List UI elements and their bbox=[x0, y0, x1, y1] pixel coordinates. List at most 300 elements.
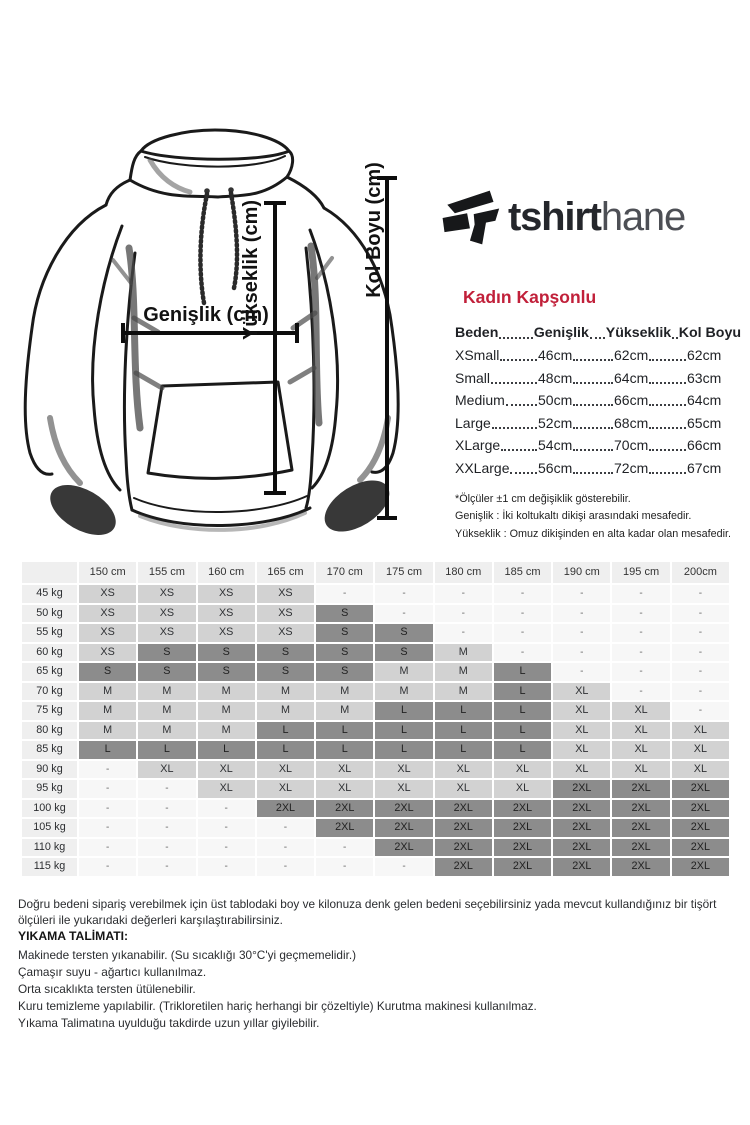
size-cell bbox=[687, 389, 741, 412]
matrix-row-label: 45 kg bbox=[22, 585, 77, 603]
size-cell bbox=[614, 389, 687, 412]
matrix-cell: L bbox=[198, 741, 255, 759]
size-list-header bbox=[455, 321, 741, 344]
wash-item: Orta sıcaklıkta tersten ütülenebilir. bbox=[18, 982, 196, 996]
matrix-cell: M bbox=[435, 644, 492, 662]
size-row bbox=[455, 456, 741, 479]
matrix-cell: 2XL bbox=[316, 800, 373, 818]
matrix-cell: XS bbox=[257, 605, 314, 623]
matrix-cell: XL bbox=[316, 761, 373, 779]
dot-leader bbox=[510, 472, 537, 474]
dot-leader bbox=[649, 382, 686, 384]
dot-leader bbox=[649, 449, 686, 451]
matrix-cell: - bbox=[79, 819, 136, 837]
matrix-col-header: 190 cm bbox=[553, 562, 610, 583]
matrix-cell: XS bbox=[79, 605, 136, 623]
matrix-cell: - bbox=[553, 585, 610, 603]
size-value: 67cm bbox=[687, 459, 722, 476]
matrix-cell: - bbox=[494, 605, 551, 623]
matrix-col-header: 175 cm bbox=[375, 562, 432, 583]
matrix-cell: XL bbox=[494, 761, 551, 779]
matrix-cell: M bbox=[435, 683, 492, 701]
matrix-cell: XL bbox=[553, 683, 610, 701]
matrix-cell: - bbox=[494, 644, 551, 662]
size-cell bbox=[455, 389, 538, 412]
matrix-cell: XS bbox=[79, 585, 136, 603]
matrix-cell: M bbox=[257, 702, 314, 720]
dot-leader bbox=[649, 427, 686, 429]
matrix-cell: - bbox=[375, 585, 432, 603]
size-row bbox=[455, 411, 741, 434]
dot-leader bbox=[492, 427, 537, 429]
size-matrix bbox=[22, 562, 729, 876]
matrix-cell: M bbox=[198, 683, 255, 701]
matrix-row-label: 50 kg bbox=[22, 605, 77, 623]
matrix-cell: - bbox=[612, 644, 669, 662]
matrix-cell: 2XL bbox=[494, 858, 551, 876]
size-col-header bbox=[455, 321, 534, 344]
brand-name bbox=[508, 195, 685, 240]
matrix-cell: XL bbox=[138, 761, 195, 779]
matrix-cell: - bbox=[672, 585, 729, 603]
matrix-cell: XL bbox=[375, 780, 432, 798]
matrix-cell: 2XL bbox=[494, 819, 551, 837]
matrix-cell: XS bbox=[138, 624, 195, 642]
matrix-cell: XL bbox=[612, 722, 669, 740]
matrix-cell: 2XL bbox=[553, 819, 610, 837]
matrix-cell: M bbox=[138, 722, 195, 740]
matrix-row-label: 110 kg bbox=[22, 839, 77, 857]
size-cell bbox=[455, 344, 538, 367]
size-cell bbox=[614, 411, 687, 434]
size-cell bbox=[538, 389, 614, 412]
size-value: 64cm bbox=[687, 392, 722, 408]
matrix-cell: L bbox=[257, 741, 314, 759]
matrix-cell: L bbox=[494, 722, 551, 740]
matrix-cell: 2XL bbox=[672, 858, 729, 876]
size-cell bbox=[538, 366, 614, 389]
size-row bbox=[455, 344, 741, 367]
size-cell bbox=[455, 456, 538, 479]
matrix-cell: 2XL bbox=[612, 780, 669, 798]
hoodie-outline bbox=[25, 130, 398, 526]
matrix-cell: S bbox=[316, 644, 373, 662]
matrix-cell: L bbox=[138, 741, 195, 759]
dot-leader bbox=[573, 404, 613, 406]
matrix-cell: - bbox=[79, 780, 136, 798]
size-value: 62cm bbox=[614, 347, 649, 363]
size-value: 56cm bbox=[538, 459, 573, 476]
matrix-cell: L bbox=[375, 722, 432, 740]
matrix-cell: 2XL bbox=[375, 839, 432, 857]
size-cell bbox=[538, 411, 614, 434]
matrix-cell: 2XL bbox=[375, 800, 432, 818]
matrix-cell: XL bbox=[672, 761, 729, 779]
col-label: Kol Boyu bbox=[678, 324, 741, 341]
size-cell bbox=[614, 434, 687, 457]
dot-leader bbox=[499, 337, 532, 339]
footnotes bbox=[455, 491, 741, 544]
matrix-row-label: 105 kg bbox=[22, 819, 77, 837]
matrix-row-label: 65 kg bbox=[22, 663, 77, 681]
dot-leader bbox=[573, 449, 613, 451]
matrix-cell: M bbox=[375, 663, 432, 681]
wash-list bbox=[18, 947, 730, 1032]
matrix-cell: XS bbox=[198, 585, 255, 603]
size-cell bbox=[455, 366, 538, 389]
size-value: Large bbox=[455, 414, 491, 431]
size-value: 66cm bbox=[687, 437, 722, 453]
size-value: XXLarge bbox=[455, 459, 510, 476]
size-value: 46cm bbox=[538, 347, 573, 363]
brand-name-bold: tshirt bbox=[508, 194, 601, 239]
matrix-cell: 2XL bbox=[435, 839, 492, 857]
matrix-row-label: 55 kg bbox=[22, 624, 77, 642]
size-row bbox=[455, 389, 741, 412]
footnote: *Ölçüler ±1 cm değişiklik gösterebilir. bbox=[455, 492, 631, 505]
matrix-cell: - bbox=[435, 624, 492, 642]
matrix-cell: - bbox=[553, 663, 610, 681]
wash-item: Kuru temizleme yapılabilir. (Trikloretilen hariç herhangi bir çözeltiyle) Kurutma makinesi kullanılmaz. bbox=[18, 999, 537, 1013]
size-value: 66cm bbox=[614, 392, 649, 408]
matrix-cell: S bbox=[316, 663, 373, 681]
dot-leader bbox=[573, 427, 613, 429]
size-value: Medium bbox=[455, 392, 505, 408]
matrix-col-header: 180 cm bbox=[435, 562, 492, 583]
matrix-cell: - bbox=[257, 858, 314, 876]
size-value: 70cm bbox=[614, 437, 649, 453]
matrix-cell: S bbox=[198, 644, 255, 662]
size-value: 48cm bbox=[538, 369, 573, 386]
matrix-row-label: 95 kg bbox=[22, 780, 77, 798]
matrix-cell: 2XL bbox=[672, 780, 729, 798]
size-cell bbox=[538, 456, 614, 479]
product-title: Kadın Kapşonlu bbox=[463, 287, 597, 307]
size-cell bbox=[538, 434, 614, 457]
size-cell bbox=[614, 344, 687, 367]
matrix-cell: XL bbox=[198, 761, 255, 779]
dot-leader bbox=[649, 404, 686, 406]
matrix-cell: XL bbox=[375, 761, 432, 779]
brand bbox=[436, 184, 685, 250]
matrix-col-header: 200cm bbox=[672, 562, 729, 583]
matrix-row-label: 75 kg bbox=[22, 702, 77, 720]
size-value: 54cm bbox=[538, 437, 573, 453]
matrix-col-header: 160 cm bbox=[198, 562, 255, 583]
size-value: 72cm bbox=[614, 459, 649, 476]
dot-leader bbox=[573, 382, 613, 384]
matrix-cell: 2XL bbox=[435, 858, 492, 876]
matrix-cell: - bbox=[612, 683, 669, 701]
matrix-cell: - bbox=[316, 839, 373, 857]
dot-leader bbox=[590, 337, 605, 339]
matrix-cell: XS bbox=[198, 605, 255, 623]
matrix-cell: 2XL bbox=[257, 800, 314, 818]
matrix-cell: XL bbox=[435, 780, 492, 798]
matrix-cell: L bbox=[375, 741, 432, 759]
matrix-cell: - bbox=[435, 605, 492, 623]
col-label: Genişlik bbox=[533, 324, 589, 341]
matrix-cell: 2XL bbox=[494, 800, 551, 818]
size-value: Small bbox=[455, 369, 491, 386]
size-value: 52cm bbox=[538, 414, 573, 431]
matrix-col-header: 150 cm bbox=[79, 562, 136, 583]
size-cell bbox=[455, 434, 538, 457]
matrix-cell: - bbox=[494, 624, 551, 642]
matrix-cell: XL bbox=[612, 761, 669, 779]
matrix-cell: XS bbox=[257, 624, 314, 642]
size-cell bbox=[614, 366, 687, 389]
matrix-cell: 2XL bbox=[553, 800, 610, 818]
matrix-cell: - bbox=[138, 819, 195, 837]
size-value: 64cm bbox=[614, 369, 649, 386]
matrix-cell: M bbox=[79, 702, 136, 720]
width-measure-label: Genişlik (cm) bbox=[143, 304, 269, 326]
matrix-cell: M bbox=[138, 683, 195, 701]
matrix-row-label: 115 kg bbox=[22, 858, 77, 876]
matrix-cell: - bbox=[79, 761, 136, 779]
height-measure-line bbox=[264, 203, 286, 493]
matrix-row-label: 90 kg bbox=[22, 761, 77, 779]
matrix-col-header: 170 cm bbox=[316, 562, 373, 583]
size-cell bbox=[687, 366, 741, 389]
brand-name-light: hane bbox=[600, 194, 685, 239]
wash-instructions-title: YIKAMA TALİMATI: bbox=[18, 929, 129, 943]
matrix-cell: L bbox=[494, 663, 551, 681]
matrix-cell: 2XL bbox=[672, 819, 729, 837]
matrix-cell: - bbox=[316, 858, 373, 876]
matrix-cell: M bbox=[198, 722, 255, 740]
matrix-cell: M bbox=[79, 683, 136, 701]
matrix-cell: - bbox=[672, 644, 729, 662]
matrix-cell: M bbox=[138, 702, 195, 720]
matrix-cell: XL bbox=[316, 780, 373, 798]
footnote: Genişlik : İki koltukaltı dikişi arasındaki mesafedir. bbox=[455, 510, 692, 522]
matrix-cell: S bbox=[257, 644, 314, 662]
size-value: 65cm bbox=[687, 414, 722, 431]
matrix-cell: - bbox=[79, 839, 136, 857]
matrix-cell: - bbox=[257, 839, 314, 857]
matrix-cell: - bbox=[198, 839, 255, 857]
dot-leader bbox=[573, 359, 613, 361]
matrix-cell: S bbox=[257, 663, 314, 681]
matrix-cell: L bbox=[494, 741, 551, 759]
matrix-cell: - bbox=[672, 605, 729, 623]
matrix-cell: L bbox=[316, 722, 373, 740]
matrix-cell: 2XL bbox=[435, 800, 492, 818]
matrix-cell: XS bbox=[138, 585, 195, 603]
matrix-cell: L bbox=[435, 722, 492, 740]
matrix-cell: - bbox=[612, 663, 669, 681]
matrix-cell: - bbox=[138, 839, 195, 857]
matrix-cell: M bbox=[316, 683, 373, 701]
matrix-cell: XS bbox=[138, 605, 195, 623]
matrix-cell: 2XL bbox=[494, 839, 551, 857]
matrix-cell: - bbox=[138, 800, 195, 818]
matrix-cell: 2XL bbox=[612, 819, 669, 837]
size-guide-description: Doğru bedeni sipariş verebilmek için üst tablodaki boy ve kilonuza denk gelen bedeni seçebilirsiniz yada mevcut kullandığınız bir tişört ölçüleri ile yukarıdaki değerleri karşılaştırabilirsiniz. bbox=[18, 896, 717, 927]
matrix-cell: - bbox=[612, 585, 669, 603]
matrix-cell: - bbox=[79, 800, 136, 818]
matrix-cell: 2XL bbox=[553, 858, 610, 876]
wash-item: Makinede tersten yıkanabilir. (Su sıcaklığı 30°C'yi geçmemelidir.) bbox=[18, 948, 357, 962]
matrix-cell: - bbox=[672, 683, 729, 701]
matrix-cell: - bbox=[198, 819, 255, 837]
matrix-cell: XL bbox=[494, 780, 551, 798]
matrix-row-label: 80 kg bbox=[22, 722, 77, 740]
matrix-cell: XL bbox=[257, 780, 314, 798]
matrix-cell: M bbox=[198, 702, 255, 720]
matrix-cell: XL bbox=[672, 741, 729, 759]
size-value: 50cm bbox=[538, 392, 573, 408]
matrix-cell: S bbox=[198, 663, 255, 681]
size-value: 63cm bbox=[687, 369, 722, 386]
size-value: XSmall bbox=[455, 347, 500, 363]
size-cell bbox=[687, 344, 741, 367]
matrix-cell: - bbox=[672, 663, 729, 681]
size-rows bbox=[455, 344, 741, 479]
matrix-cell: - bbox=[612, 624, 669, 642]
matrix-cell: L bbox=[316, 741, 373, 759]
drawstrings bbox=[200, 187, 237, 303]
cuffs bbox=[42, 470, 398, 545]
size-value: XLarge bbox=[455, 437, 501, 453]
matrix-cell: M bbox=[316, 702, 373, 720]
matrix-cell: - bbox=[672, 624, 729, 642]
matrix-cell: 2XL bbox=[553, 780, 610, 798]
size-col-header bbox=[679, 321, 741, 344]
size-cell bbox=[687, 434, 741, 457]
matrix-cell: 2XL bbox=[672, 839, 729, 857]
matrix-cell: - bbox=[138, 858, 195, 876]
dot-leader bbox=[500, 359, 537, 361]
matrix-cell: - bbox=[198, 858, 255, 876]
matrix-row-label: 85 kg bbox=[22, 741, 77, 759]
matrix-cell: XL bbox=[435, 761, 492, 779]
matrix-cell: L bbox=[494, 683, 551, 701]
matrix-cell: XL bbox=[553, 741, 610, 759]
matrix-cell: - bbox=[79, 858, 136, 876]
matrix-cell: XS bbox=[79, 624, 136, 642]
footnote: Yükseklik : Omuz dikişinden en alta kadar olan mesafedir. bbox=[455, 527, 732, 540]
matrix-cell: - bbox=[553, 644, 610, 662]
matrix-cell: - bbox=[494, 585, 551, 603]
matrix-cell: S bbox=[316, 624, 373, 642]
matrix-cell: 2XL bbox=[435, 819, 492, 837]
matrix-cell: XS bbox=[198, 624, 255, 642]
product-size-panel bbox=[455, 287, 741, 543]
matrix-cell: S bbox=[79, 663, 136, 681]
matrix-cell: 2XL bbox=[672, 800, 729, 818]
matrix-cell: 2XL bbox=[612, 839, 669, 857]
matrix-cell: XL bbox=[672, 722, 729, 740]
matrix-cell: XL bbox=[553, 702, 610, 720]
matrix-row-label: 100 kg bbox=[22, 800, 77, 818]
matrix-cell: S bbox=[316, 605, 373, 623]
matrix-cell: - bbox=[612, 605, 669, 623]
size-col-header bbox=[606, 321, 679, 344]
dot-leader bbox=[501, 449, 537, 451]
size-value: 62cm bbox=[687, 347, 722, 363]
matrix-col-header: 165 cm bbox=[257, 562, 314, 583]
size-cell bbox=[455, 411, 538, 434]
dot-leader bbox=[573, 472, 613, 474]
matrix-cell: 2XL bbox=[612, 858, 669, 876]
matrix-cell: 2XL bbox=[316, 819, 373, 837]
matrix-cell: - bbox=[672, 702, 729, 720]
matrix-cell: - bbox=[198, 800, 255, 818]
matrix-cell: XL bbox=[198, 780, 255, 798]
matrix-cell: - bbox=[375, 858, 432, 876]
col-label: Beden bbox=[455, 324, 499, 341]
size-row bbox=[455, 434, 741, 457]
wash-item: Çamaşır suyu - ağartıcı kullanılmaz. bbox=[18, 965, 207, 979]
matrix-cell: 2XL bbox=[375, 819, 432, 837]
matrix-corner bbox=[22, 562, 77, 583]
matrix-cell: S bbox=[375, 624, 432, 642]
brand-logo-icon bbox=[436, 184, 502, 250]
size-cell bbox=[538, 344, 614, 367]
matrix-cell: XS bbox=[79, 644, 136, 662]
matrix-cell: S bbox=[375, 644, 432, 662]
dot-leader bbox=[649, 359, 686, 361]
matrix-col-header: 185 cm bbox=[494, 562, 551, 583]
wash-item: Yıkama Talimatına uyulduğu takdirde uzun yıllar giyilebilir. bbox=[18, 1016, 320, 1030]
matrix-cell: S bbox=[138, 644, 195, 662]
height-measure-label: Yükseklik (cm) bbox=[240, 199, 262, 341]
matrix-cell: XL bbox=[612, 702, 669, 720]
matrix-cell: L bbox=[79, 741, 136, 759]
matrix-col-header: 195 cm bbox=[612, 562, 669, 583]
dot-leader bbox=[506, 404, 537, 406]
matrix-cell: L bbox=[435, 702, 492, 720]
matrix-cell: M bbox=[435, 663, 492, 681]
pocket-outline bbox=[148, 382, 292, 478]
matrix-cell: - bbox=[435, 585, 492, 603]
size-cell bbox=[614, 456, 687, 479]
matrix-col-header: 155 cm bbox=[138, 562, 195, 583]
matrix-cell: XS bbox=[257, 585, 314, 603]
dot-leader bbox=[672, 337, 678, 339]
col-label: Yükseklik bbox=[605, 324, 672, 341]
matrix-cell: M bbox=[375, 683, 432, 701]
matrix-cell: - bbox=[375, 605, 432, 623]
size-col-header bbox=[534, 321, 606, 344]
matrix-cell: XL bbox=[257, 761, 314, 779]
matrix-cell: L bbox=[494, 702, 551, 720]
matrix-cell: 2XL bbox=[612, 800, 669, 818]
matrix-cell: XL bbox=[553, 722, 610, 740]
matrix-cell: L bbox=[257, 722, 314, 740]
matrix-cell: 2XL bbox=[553, 839, 610, 857]
matrix-cell: L bbox=[435, 741, 492, 759]
hoodie-diagram bbox=[10, 118, 430, 553]
matrix-cell: L bbox=[375, 702, 432, 720]
matrix-cell: - bbox=[553, 605, 610, 623]
matrix-row-label: 70 kg bbox=[22, 683, 77, 701]
dot-leader bbox=[649, 472, 686, 474]
dot-leader bbox=[491, 382, 537, 384]
sleeve-measure-label: Kol Boyu (cm) bbox=[363, 162, 385, 298]
size-row bbox=[455, 366, 741, 389]
matrix-cell: XL bbox=[553, 761, 610, 779]
size-value: 68cm bbox=[614, 414, 649, 431]
matrix-cell: XL bbox=[612, 741, 669, 759]
matrix-cell: - bbox=[138, 780, 195, 798]
matrix-row-label: 60 kg bbox=[22, 644, 77, 662]
matrix-cell: M bbox=[79, 722, 136, 740]
matrix-cell: - bbox=[257, 819, 314, 837]
